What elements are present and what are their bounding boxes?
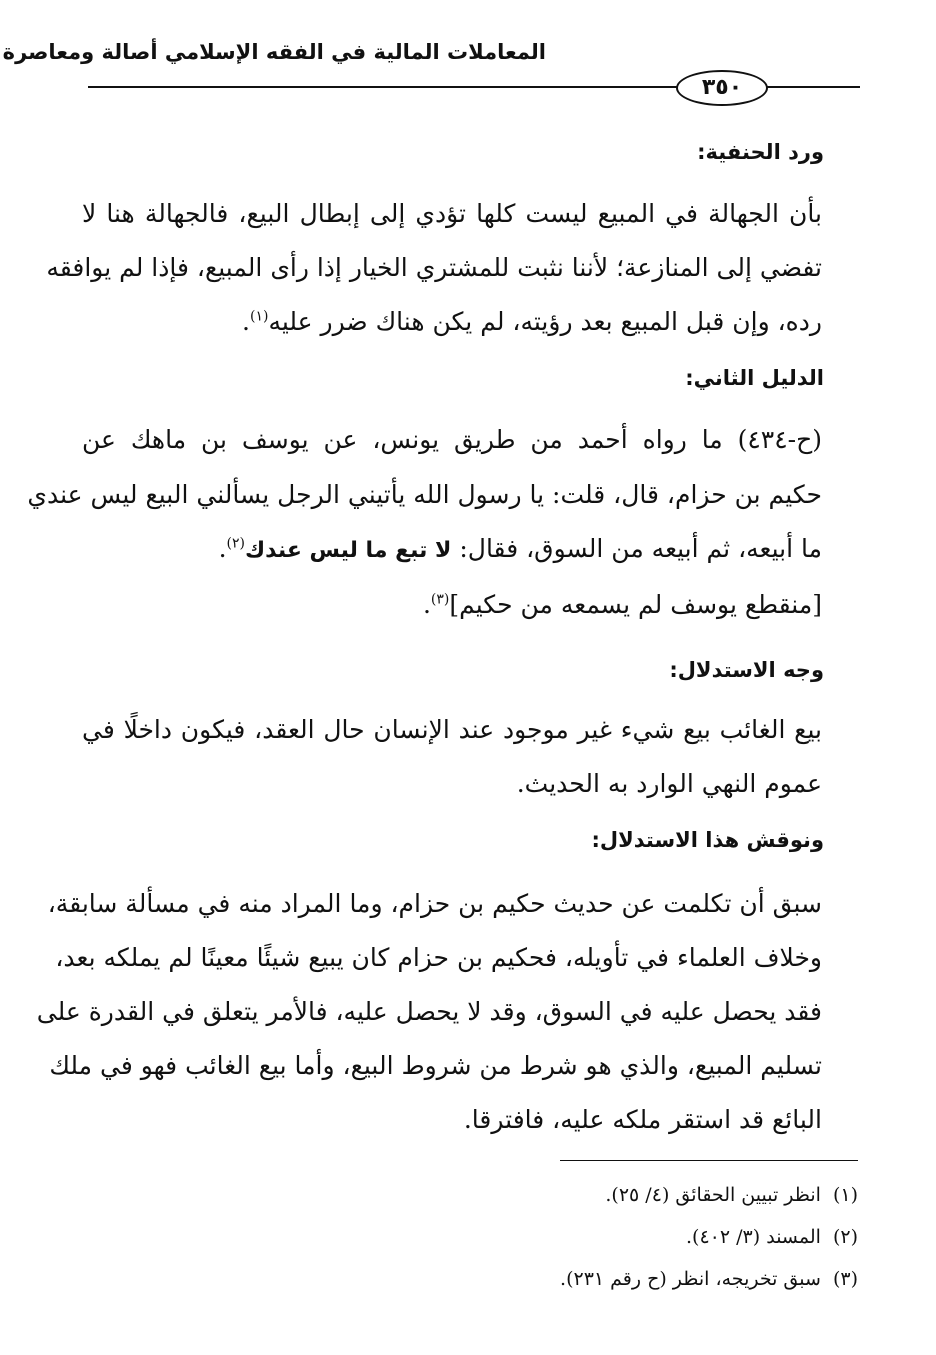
- footnote-text: انظر تبيين الحقائق (٤/ ٢٥).: [605, 1184, 821, 1206]
- grading-note: [82, 577, 822, 633]
- paragraph-line: بأن الجهالة في المبيع ليست كلها تؤدي إلى إبطال البيع، فالجهالة هنا لا: [82, 199, 822, 228]
- punctuation: .: [422, 590, 431, 619]
- section-heading-inference: وجه الاستدلال:: [669, 658, 824, 682]
- paragraph-line: البائع قد استقر ملكه عليه، فافترقا.: [463, 1105, 822, 1134]
- page-number: ٣٥٠: [676, 70, 768, 106]
- footnote: [686, 1222, 858, 1252]
- paragraph-text: رده، وإن قبل المبيع بعد رؤيته، لم يكن هناك ضرر عليه: [268, 307, 822, 336]
- punctuation: .: [218, 534, 227, 563]
- footnote-ref[interactable]: (١): [249, 308, 269, 325]
- section-heading-hanafi-response: ورد الحنفية:: [697, 140, 824, 164]
- footnote-number: (٢): [832, 1226, 858, 1248]
- footnote-text: المسند (٣/ ٤٠٢).: [686, 1226, 821, 1248]
- running-title: المعاملات المالية في الفقه الإسلامي أصالة ومعاصرة: [2, 40, 546, 64]
- punctuation: .: [242, 307, 250, 336]
- hadith-quote: لا تبع ما ليس عندك: [245, 538, 452, 563]
- paragraph-line: [82, 521, 822, 577]
- paragraph-line: سبق أن تكلمت عن حديث حكيم بن حزام، وما المراد منه في مسألة سابقة،: [47, 889, 822, 918]
- grading-text: [منقطع يوسف لم يسمعه من حكيم]: [449, 590, 822, 619]
- paragraph-line: وخلاف العلماء في تأويله، فحكيم بن حزام كان يبيع شيئًا معينًا لم يملكه بعد،: [55, 943, 822, 972]
- footnote-ref[interactable]: (٢): [226, 535, 246, 552]
- footnote-ref[interactable]: (٣): [430, 591, 450, 608]
- paragraph-line: عموم النهي الوارد به الحديث.: [516, 769, 822, 798]
- section-heading-discussion: ونوقش هذا الاستدلال:: [591, 828, 824, 852]
- paragraph-line: (ح-٤٣٤) ما رواه أحمد من طريق يونس، عن يوسف بن ماهك عن: [82, 425, 822, 454]
- paragraph-line: تسليم المبيع، والذي هو شرط من شروط البيع، وأما بيع الغائب فهو في ملك: [49, 1051, 822, 1080]
- paragraph-line: بيع الغائب بيع شيء غير موجود عند الإنسان حال العقد، فيكون داخلًا في: [82, 715, 822, 744]
- paragraph-line: حكيم بن حزام، قال، قلت: يا رسول الله يأتيني الرجل يسألني البيع ليس عندي: [27, 480, 822, 509]
- section-heading-second-evidence: الدليل الثاني:: [685, 366, 824, 390]
- paragraph-line: تفضي إلى المنازعة؛ لأننا نثبت للمشتري الخيار إذا رأى المبيع، فإذا لم يوافقه: [46, 253, 822, 282]
- paragraph-line: فقد يحصل عليه في السوق، وقد لا يحصل عليه، فالأمر يتعلق في القدرة على: [36, 997, 822, 1026]
- footnote: [560, 1264, 858, 1294]
- footnote-number: (٣): [832, 1268, 858, 1290]
- paragraph-text: ما أبيعه، ثم أبيعه من السوق، فقال:: [451, 534, 822, 563]
- paragraph-line: [82, 294, 822, 350]
- footnote-number: (١): [832, 1184, 858, 1206]
- footnote-text: سبق تخريجه، انظر (ح رقم ٢٣١).: [560, 1268, 821, 1290]
- footnote: [605, 1180, 858, 1210]
- footnote-separator: [560, 1160, 858, 1161]
